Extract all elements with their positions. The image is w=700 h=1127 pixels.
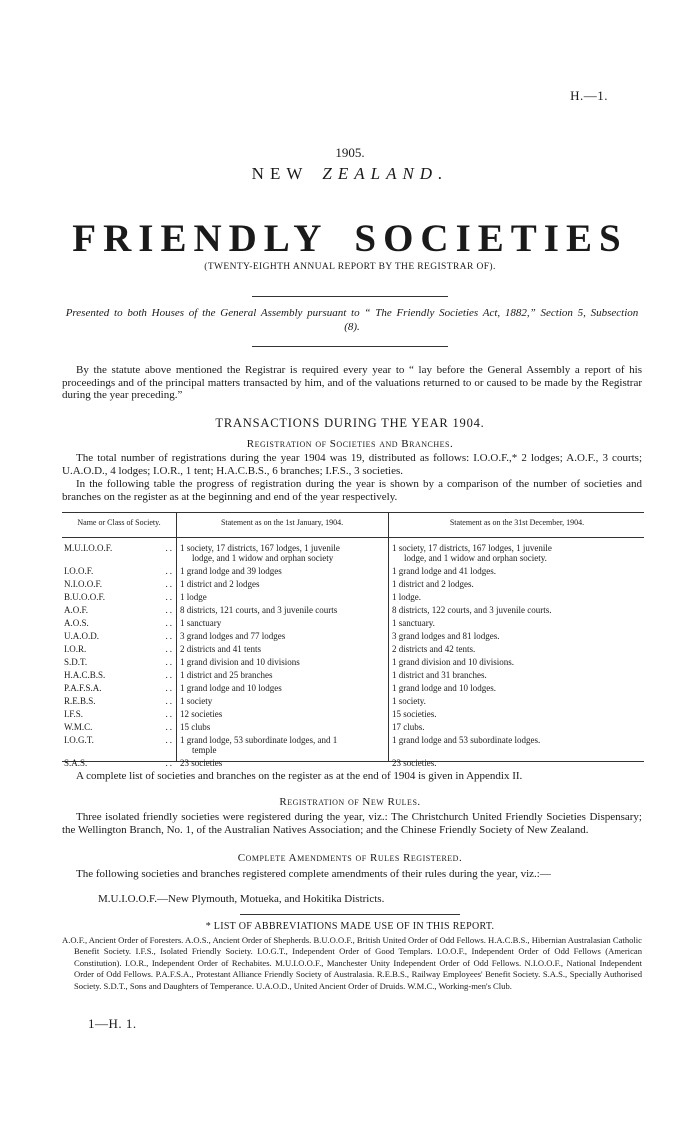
cell-line: 1 society, 17 districts, 167 lodges, 1 juvenile [180,543,340,553]
leader-dots: .. [165,631,174,641]
table-row [62,735,644,755]
country-word-1: NEW [251,164,309,183]
leader-dots: .. [165,579,174,589]
table-cell-end [392,670,644,680]
progress-paragraph-text: In the following table the progress of registration during the year is shown by a comparison of the number of societies and branches on the register as at the beginning and end of the year respectively. [62,478,642,503]
amendments-paragraph-text: The following societies and branches registered complete amendments of their rules during the year, viz.:— [76,868,551,880]
table-cell-end [392,592,644,602]
abbreviations-text: A.O.F., Ancient Order of Foresters. A.O.S., Ancient Order of Shepherds. B.U.O.O.F., British United Order of Odd Fellows. H.A.C.B.S., Hibernian Australasian Catholic Benefit Society. I.F.S., Isolated Friendly Society. I.O.G.T., Independent Order of Good Templars. I.O.O.F., Independent Order of Odd Fellows (American Constitution). I.O.R., Independent Order of Rechabites. M.U.I.O.O.F., Manchester Unity Independent Order of Odd Fellows. N.I.O.O.F., National Independent Order of Odd Fellows. P.A.F.S.A., Protestant Alliance Friendly Society of Australasia. R.E.B.S., Railway Employees' Benefit Society. S.A.S., Specially Authorised Society. S.D.T., Sons and Daughters of Temperance. U.A.O.D., United Ancient Order of Druids. W.M.C., Working-men's Club. [62,935,642,991]
table-row [62,644,644,654]
table-row [62,592,644,602]
cell-line: 8 districts, 121 courts, and 3 juvenile courts [180,605,338,615]
table-cell-end [392,631,644,641]
registration-table [62,512,644,768]
cell-line: 3 grand lodges and 77 lodges [180,631,286,641]
page-title [0,216,700,261]
divider-top [252,296,448,297]
table-cell-end [392,657,644,667]
page-subtitle: (TWENTY-EIGHTH ANNUAL REPORT BY THE REGISTRAR OF). [204,262,496,272]
table-cell-end [392,696,644,706]
table-cell-name [64,543,176,553]
cell-line: 23 societies. [392,758,437,768]
table-row [62,566,644,576]
table-header-start: Statement as on the 1st January, 1904. [220,518,344,527]
society-name: H.A.C.B.S. [64,670,106,680]
society-name: A.O.S. [64,618,89,628]
registration-paragraph-text: The total number of registrations during the year 1904 was 19, distributed as follows: I.O.O.F.,* 2 lodges; A.O.F., 3 courts; U.A.O.D., 4 lodges; I.O.R., 1 tent; H.A.C.B.S., 6 branches; I.F.S., 3 societies. [62,452,642,477]
table-cell-name [64,605,176,615]
cell-line: 1 lodge. [392,592,421,602]
table-cell-start [180,696,386,706]
table-cell-name [64,670,176,680]
registration-paragraph [62,452,642,477]
table-cell-name [64,657,176,667]
cell-line: 1 society, 17 districts, 167 lodges, 1 juvenile [392,543,552,553]
table-row [62,696,644,706]
society-name: I.O.R. [64,644,87,654]
cell-line: 8 districts, 122 courts, and 3 juvenile courts. [392,605,552,615]
society-name: P.A.F.S.A. [64,683,102,693]
society-name: W.M.C. [64,722,93,732]
table-cell-start [180,657,386,667]
table-row [62,758,644,768]
amendments-paragraph [62,868,642,881]
table-cell-name [64,631,176,641]
table-cell-name [64,566,176,576]
table-row [62,618,644,628]
table-header-name: Name or Class of Society. [77,518,161,527]
cell-line: 15 societies. [392,709,437,719]
table-cell-start [180,709,386,719]
cell-line: 1 grand lodge, 53 subordinate lodges, and 1 [180,735,338,745]
leader-dots: .. [165,709,174,719]
leader-dots: .. [165,657,174,667]
table-row [62,709,644,719]
table-cell-start [180,592,386,602]
cell-line: 1 grand division and 10 divisions. [392,657,514,667]
table-cell-start [180,543,386,563]
leader-dots: .. [165,605,174,615]
table-row [62,543,644,563]
table-cell-end [392,543,644,563]
table-cell-start [180,618,386,628]
cell-line: 23 societies [180,758,223,768]
leader-dots: .. [165,683,174,693]
leader-dots: .. [165,696,174,706]
cell-line: 12 societies [180,709,223,719]
country-heading [0,164,700,184]
table-cell-start [180,758,386,768]
divider-abbrev [240,914,460,915]
leader-dots: .. [165,592,174,602]
society-name: I.O.G.T. [64,735,94,745]
country-word-2: ZEALAND. [322,164,449,183]
table-cell-end [392,683,644,693]
society-name: S.A.S. [64,758,88,768]
leader-dots: .. [165,543,174,553]
cell-line: 1 grand lodge and 39 lodges [180,566,282,576]
cell-line: 1 society [180,696,213,706]
table-cell-name [64,758,176,768]
cell-line: 2 districts and 42 tents. [392,644,476,654]
society-name: M.U.I.O.O.F. [64,543,113,553]
report-year: 1905. [335,145,365,160]
table-cell-name [64,683,176,693]
table-cell-name [64,618,176,628]
cell-line: 1 grand lodge and 10 lodges [180,683,282,693]
abbreviations-title: * LIST OF ABBREVIATIONS MADE USE OF IN THIS REPORT. [205,921,495,932]
cell-line: 17 clubs. [392,722,425,732]
table-cell-end [392,605,644,615]
table-cell-name [64,644,176,654]
table-cell-end [392,566,644,576]
table-cell-start [180,605,386,615]
society-name: S.D.T. [64,657,88,667]
table-cell-name [64,735,176,745]
divider-middle [252,346,448,347]
cell-line: 2 districts and 41 tents [180,644,261,654]
table-cell-start [180,566,386,576]
table-row [62,722,644,732]
amendments-item-text: M.U.I.O.O.F.—New Plymouth, Motueka, and Hokitika Districts. [98,893,385,905]
cell-line: 1 sanctuary. [392,618,435,628]
cell-line: 1 district and 31 branches. [392,670,487,680]
society-name: N.I.O.O.F. [64,579,103,589]
table-header-separator [62,537,644,538]
table-cell-start [180,683,386,693]
cell-line: 1 district and 2 lodges [180,579,260,589]
title-word-2: SOCIETIES [354,217,628,260]
new-rules-paragraph-text: Three isolated friendly societies were registered during the year, viz.: The Christchurch United Friendly Societies Dispensary; the Wellington Branch, No. 1, of the Australian Natives Association; and the Chinese Friendly Society of New Zealand. [62,811,642,836]
amendments-item [84,893,664,906]
registration-heading: Registration of Societies and Branches. [246,438,454,450]
leader-dots: .. [165,722,174,732]
table-cell-start [180,631,386,641]
cell-line: 3 grand lodges and 81 lodges. [392,631,500,641]
table-cell-name [64,579,176,589]
leader-dots: .. [165,618,174,628]
table-row [62,605,644,615]
society-name: R.E.B.S. [64,696,96,706]
table-row [62,683,644,693]
table-cell-end [392,758,644,768]
cell-line: 1 grand lodge and 53 subordinate lodges. [392,735,541,745]
table-cell-end [392,618,644,628]
appendix-paragraph-text: A complete list of societies and branches on the register as at the end of 1904 is given in Appendix II. [76,770,523,782]
table-cell-start [180,735,386,755]
leader-dots: .. [165,644,174,654]
presented-statement: Presented to both Houses of the General Assembly pursuant to “ The Friendly Societies Act, 1882,” Section 5, Subsection (8). [65,307,639,333]
table-cell-start [180,644,386,654]
cell-line: lodge, and 1 widow and orphan society. [404,553,547,563]
table-cell-name [64,592,176,602]
cell-line: 1 district and 25 branches [180,670,273,680]
table-cell-end [392,722,644,732]
cell-line: lodge, and 1 widow and orphan society [192,553,334,563]
table-row [62,631,644,641]
cell-line: 1 grand lodge and 10 lodges. [392,683,496,693]
cell-line: 1 district and 2 lodges. [392,579,474,589]
cell-line: 15 clubs [180,722,211,732]
society-name: I.O.O.F. [64,566,94,576]
table-cell-end [392,735,644,745]
society-name: B.U.O.O.F. [64,592,106,602]
table-cell-name [64,709,176,719]
cell-line: 1 sanctuary [180,618,222,628]
table-row [62,657,644,667]
society-name: U.A.O.D. [64,631,99,641]
table-cell-end [392,644,644,654]
new-rules-heading: Registration of New Rules. [279,796,421,808]
society-name: A.O.F. [64,605,89,615]
cell-line: temple [192,745,217,755]
transactions-heading: TRANSACTIONS DURING THE YEAR 1904. [215,416,485,430]
amendments-heading: Complete Amendments of Rules Registered. [237,852,463,864]
page-identifier: H.—1. [570,88,608,103]
title-word-1: FRIENDLY [72,217,329,260]
cell-line: 1 grand lodge and 41 lodges. [392,566,496,576]
table-cell-name [64,722,176,732]
leader-dots: .. [165,670,174,680]
table-row [62,579,644,589]
leader-dots: .. [165,735,174,745]
leader-dots: .. [165,566,174,576]
progress-paragraph [62,478,642,503]
table-cell-end [392,709,644,719]
table-row [62,670,644,680]
table-header-end: Statement as on the 31st December, 1904. [449,518,585,527]
cell-line: 1 society. [392,696,426,706]
intro-paragraph [62,364,642,402]
table-cell-start [180,670,386,680]
cell-line: 1 lodge [180,592,207,602]
page-signature: 1—H. 1. [88,1016,137,1031]
new-rules-paragraph [62,811,642,836]
cell-line: 1 grand division and 10 divisions [180,657,300,667]
leader-dots: .. [165,758,174,768]
table-cell-start [180,579,386,589]
abbreviations-list [62,935,642,992]
table-cell-start [180,722,386,732]
intro-text: By the statute above mentioned the Registrar is required every year to “ lay before the General Assembly a report of his proceedings and of the principal matters transacted by him, and of the valuations returned to or caused to be made by the Registrar during the year preceding.” [62,364,642,401]
appendix-paragraph [62,770,642,783]
society-name: I.F.S. [64,709,84,719]
table-cell-end [392,579,644,589]
table-cell-name [64,696,176,706]
